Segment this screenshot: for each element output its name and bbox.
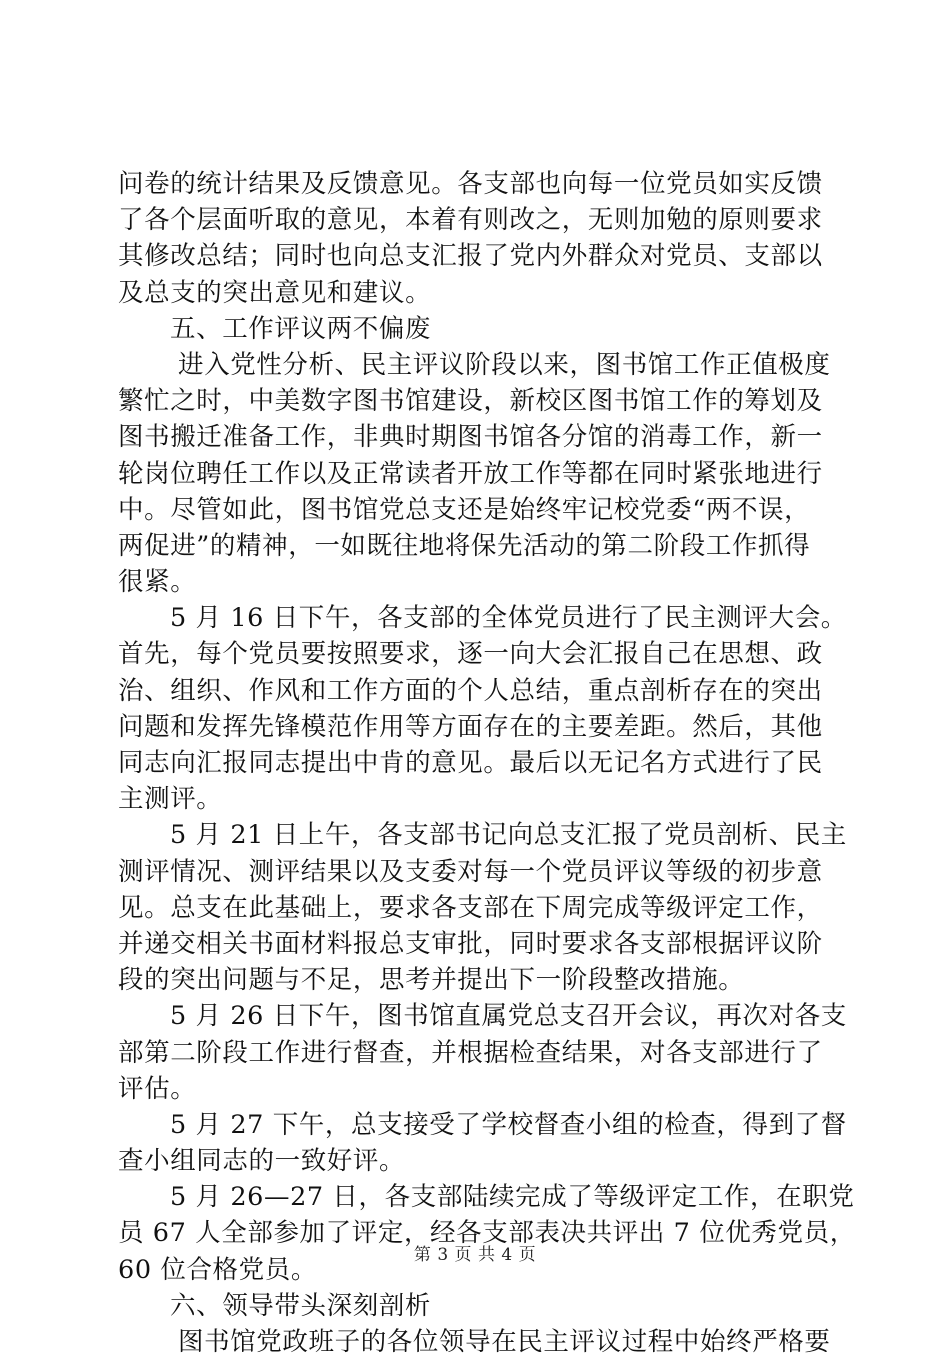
text-line: 部第二阶段工作进行督查，并根据检查结果，对各支部进行了: [118, 1037, 823, 1068]
text-line: 五、工作评议两不偏废: [170, 313, 432, 344]
document-body: [118, 166, 856, 1360]
text-line: 问题和发挥先锋模范作用等方面存在的主要差距。然后，其他: [118, 711, 823, 742]
text-line: 繁忙之时，中美数字图书馆建设，新校区图书馆工作的筹划及: [118, 386, 823, 417]
page-footer: 第 3 页 共 4 页: [413, 1245, 537, 1265]
text-line: 5 月 26 日下午，图书馆直属党总支召开会议，再次对各支: [170, 1001, 847, 1032]
text-line: 测评情况、测评结果以及支委对每一个党员评议等级的初步意: [118, 856, 823, 887]
text-line: 5 月 16 日下午，各支部的全体党员进行了民主测评大会。: [170, 603, 847, 634]
text-line: 问卷的统计结果及反馈意见。各支部也向每一位党员如实反馈: [118, 169, 823, 199]
text-line: 其修改总结；同时也向总支汇报了党内外群众对党员、支部以: [118, 241, 823, 272]
text-line: 轮岗位聘任工作以及正常读者开放工作等都在同时紧张地进行: [118, 458, 823, 489]
text-line: 5 月 21 日上午，各支部书记向总支汇报了党员剖析、民主: [170, 820, 847, 851]
text-line: 60 位合格党员。: [118, 1254, 317, 1285]
text-line: 图书搬迁准备工作，非典时期图书馆各分馆的消毒工作，新一: [118, 422, 823, 453]
text-line: 员 67 人全部参加了评定，经各支部表决共评出 7 位优秀党员，: [118, 1218, 856, 1249]
text-line: 同志向汇报同志提出中肯的意见。最后以无记名方式进行了民: [118, 748, 823, 778]
text-line: 很紧。: [118, 567, 197, 598]
text-line: 首先，每个党员要按照要求，逐一向大会汇报自己在思想、政: [118, 639, 823, 670]
text-line: 两促进”的精神，一如既往地将保先活动的第二阶段工作抓得: [118, 530, 811, 561]
text-line: 5 月 27 下午，总支接受了学校督查小组的检查，得到了督: [170, 1109, 847, 1140]
text-line: 主测评。: [118, 784, 223, 815]
text-line: 了各个层面听取的意见，本着有则改之，无则加勉的原则要求: [118, 205, 823, 236]
text-line: 并递交相关书面材料报总支审批，同时要求各支部根据评议阶: [118, 928, 823, 959]
text-line: 查小组同志的一致好评。: [118, 1146, 406, 1177]
text-line: 中。尽管如此，图书馆党总支还是始终牢记校党委“两不误，: [118, 494, 811, 525]
text-line: 5 月 26—27 日，各支部陆续完成了等级评定工作，在职党: [170, 1182, 855, 1213]
text-line: 段的突出问题与不足，思考并提出下一阶段整改措施。: [118, 965, 745, 996]
text-line: 图书馆党政班子的各位领导在民主评议过程中始终严格要: [178, 1327, 831, 1357]
text-line: 见。总支在此基础上，要求各支部在下周完成等级评定工作，: [118, 892, 823, 923]
text-line: 评估。: [118, 1073, 197, 1104]
text-line: 治、组织、作风和工作方面的个人总结，重点剖析存在的突出: [118, 675, 823, 706]
text-line: 及总支的突出意见和建议。: [118, 277, 432, 308]
text-line: 进入党性分析、民主评议阶段以来，图书馆工作正值极度: [178, 349, 831, 380]
text-line: 六、领导带头深刻剖析: [170, 1290, 432, 1321]
